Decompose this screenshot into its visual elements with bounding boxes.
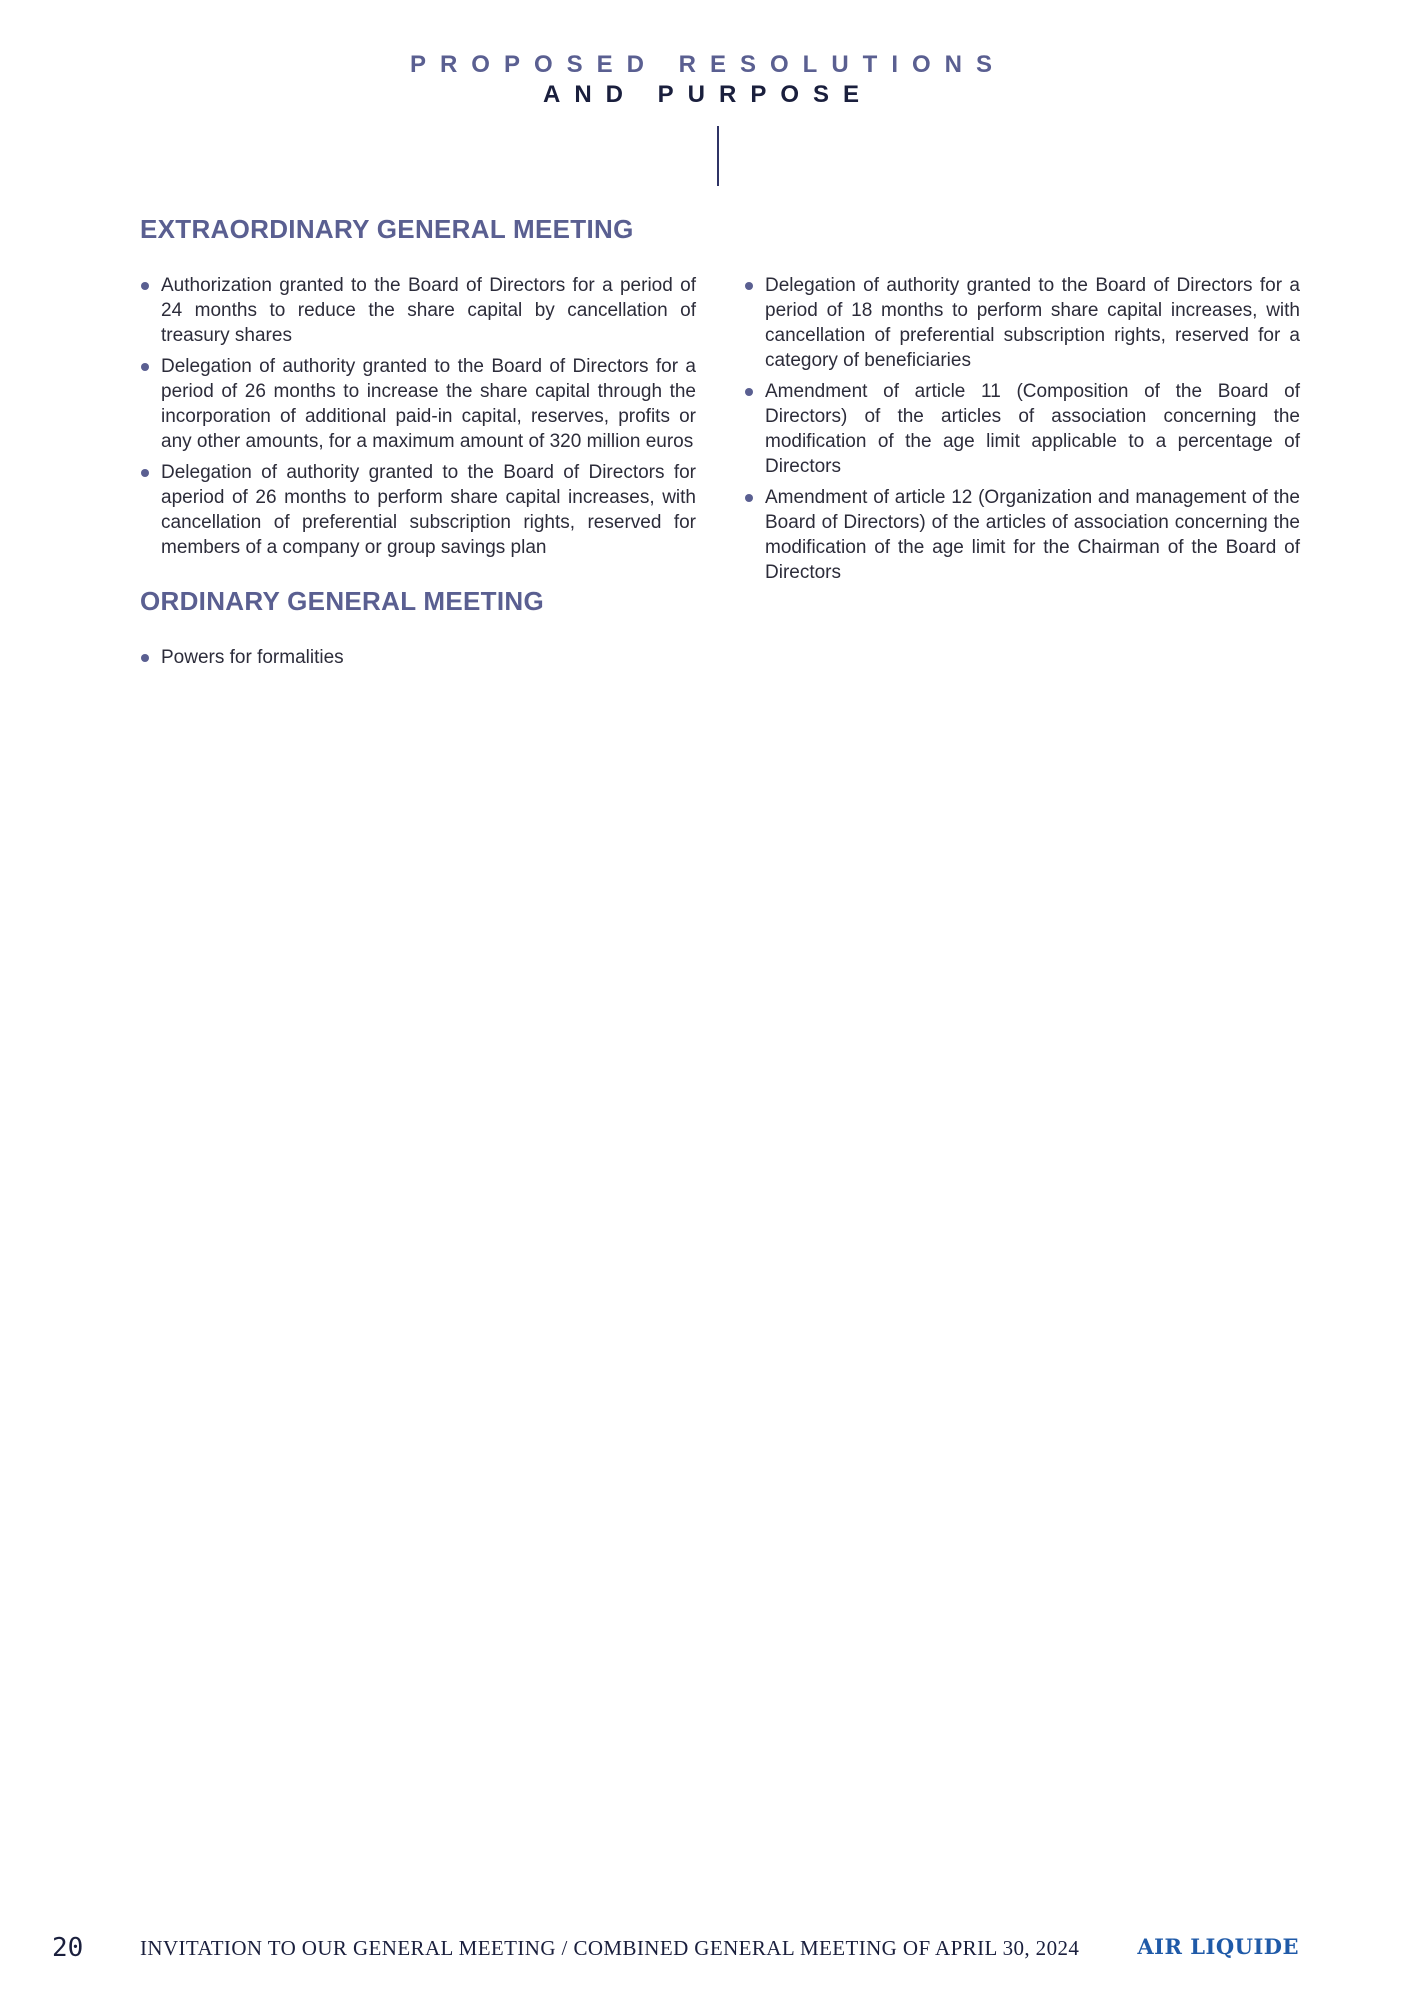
ordinary-meeting-heading: ORDINARY GENERAL MEETING xyxy=(140,586,544,616)
header-divider xyxy=(717,126,719,186)
bullet-icon xyxy=(141,282,149,290)
bullet-icon xyxy=(745,388,753,396)
list-item xyxy=(140,645,696,670)
list-item xyxy=(744,273,1300,373)
list-item-text: Delegation of authority granted to the Board of Directors for a period of 26 months to increase the share capital through the incorporation of additional paid-in capital, reserves, profits or any other amounts, for a maximum amount of 320 million euros xyxy=(161,356,696,452)
page-header xyxy=(0,50,1402,110)
list-item-text: Amendment of article 12 (Organization and management of the Board of Directors) of the articles of association concerning the modification of the age limit for the Chairman of the Board of Directors xyxy=(765,487,1300,583)
extraordinary-left-list xyxy=(140,273,696,566)
page-title-line1: PROPOSED RESOLUTIONS xyxy=(409,51,1007,78)
bullet-icon xyxy=(141,469,149,477)
page-number: 20 xyxy=(52,1933,84,1963)
bullet-icon xyxy=(745,494,753,502)
list-item-text: Delegation of authority granted to the Board of Directors for aperiod of 26 months to perform share capital increases, with cancellation of preferential subscription rights, reserved for members of a company or group savings plan xyxy=(161,462,696,558)
page-title-line2: AND PURPOSE xyxy=(542,81,874,108)
list-item-text: Powers for formalities xyxy=(161,647,344,668)
extraordinary-meeting-heading: EXTRAORDINARY GENERAL MEETING xyxy=(140,214,634,244)
list-item xyxy=(744,485,1300,585)
list-item xyxy=(140,354,696,454)
list-item-text: Authorization granted to the Board of Directors for a period of 24 months to reduce the share capital by cancellation of treasury shares xyxy=(161,275,696,346)
list-item-text: Amendment of article 11 (Composition of the Board of Directors) of the articles of association concerning the modification of the age limit applicable to a percentage of Directors xyxy=(765,381,1300,477)
list-item xyxy=(140,460,696,560)
brand-logo: AIR LIQUIDE xyxy=(1137,1934,1299,1959)
bullet-icon xyxy=(141,363,149,371)
bullet-icon xyxy=(745,282,753,290)
list-item-text: Delegation of authority granted to the Board of Directors for a period of 18 months to perform share capital increases, with cancellation of preferential subscription rights, reserved for a category of beneficiaries xyxy=(765,275,1300,371)
ordinary-list xyxy=(140,645,696,676)
footer-text: INVITATION TO OUR GENERAL MEETING / COMBINED GENERAL MEETING OF APRIL 30, 2024 xyxy=(140,1936,1080,1960)
list-item xyxy=(744,379,1300,479)
extraordinary-right-list xyxy=(744,273,1300,591)
list-item xyxy=(140,273,696,348)
bullet-icon xyxy=(141,654,149,662)
